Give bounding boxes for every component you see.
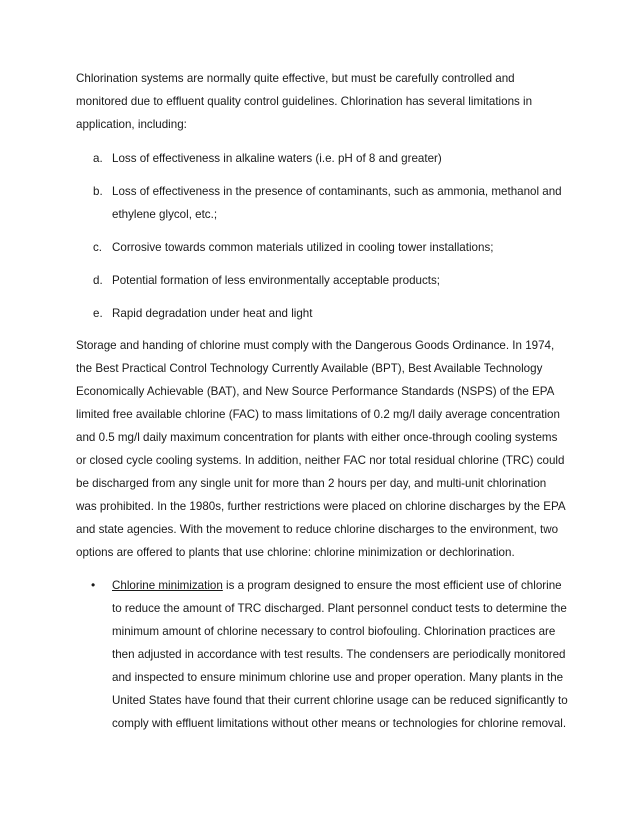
list-item — [76, 269, 568, 292]
list-marker: d. — [93, 274, 103, 287]
list-item-text: Rapid degradation under heat and light — [112, 307, 313, 320]
list-item — [76, 302, 568, 325]
bullet-item — [76, 574, 568, 735]
bullet-text: is a program designed to ensure the most efficient use of chlorine to reduce the amount of TRC discharged. Plant personnel conduct tests to determine the minimum amount of chlorine necessary to control biofouling. Chlorination practices are then adjusted in accordance with test results. The condensers are periodically monitored and inspected to ensure minimum chlorine use and proper operation. Many plants in the United States have found that their current chlorine usage can be reduced significantly to comply with effluent limitations without other means or technologies for chlorine removal. — [112, 579, 568, 730]
list-item — [76, 180, 568, 226]
bullet-term: Chlorine minimization — [112, 579, 223, 592]
list-item-text: Corrosive towards common materials utilized in cooling tower installations; — [112, 241, 494, 254]
storage-paragraph: Storage and handing of chlorine must comply with the Dangerous Goods Ordinance. In 1974, the Best Practical Control Technology Currently Available (BPT), Best Available Technology Economically Achievable (BAT), and New Source Performance Standards (NSPS) of the EPA limited free available chlorine (FAC) to mass limitations of 0.2 mg/l daily average concentration and 0.5 mg/l daily maximum concentration for plants with either once-through cooling systems or closed cycle cooling systems. In addition, neither FAC nor total residual chlorine (TRC) could be discharged from any single unit for more than 2 hours per day, and multi-unit chlorination was prohibited. In the 1980s, further restrictions were placed on chlorine discharges by the EPA and state agencies. With the movement to reduce chlorine discharges to the environment, two options are offered to plants that use chlorine: chlorine minimization or dechlorination. — [76, 339, 565, 559]
list-item — [76, 236, 568, 259]
document-page — [76, 67, 568, 735]
list-item — [76, 147, 568, 170]
limitations-list — [76, 147, 568, 325]
list-marker: e. — [93, 307, 103, 320]
list-item-text: Loss of effectiveness in alkaline waters (i.e. pH of 8 and greater) — [112, 152, 442, 165]
list-marker: c. — [93, 241, 103, 254]
options-bullet-list — [76, 574, 568, 735]
bullet-icon: • — [91, 578, 96, 592]
list-item-text: Potential formation of less environmentally acceptable products; — [112, 274, 441, 287]
list-marker: b. — [93, 185, 103, 198]
list-marker: a. — [93, 152, 103, 165]
list-item-text: Loss of effectiveness in the presence of contaminants, such as ammonia, methanol and ethylene glycol, etc.; — [112, 185, 562, 221]
intro-paragraph: Chlorination systems are normally quite effective, but must be carefully controlled and monitored due to effluent quality control guidelines. Chlorination has several limitations in application, including: — [76, 72, 533, 131]
